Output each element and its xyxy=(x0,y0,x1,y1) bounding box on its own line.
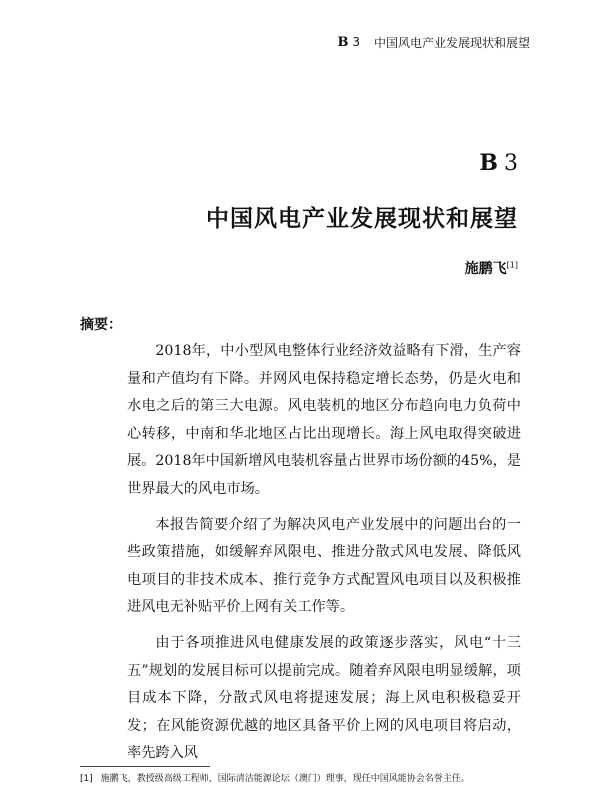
author-name: 施鹏飞 xyxy=(464,261,507,277)
header-chapter-number: 3 xyxy=(352,35,360,49)
author-note-mark[interactable]: [1] xyxy=(506,260,518,270)
abstract-body xyxy=(127,338,521,776)
chapter-number: 3 xyxy=(504,151,518,176)
abstract-label: 摘要： xyxy=(80,317,122,333)
paragraph: 本报告简要介绍了为解决风电产业发展中的问题出台的一些政策措施，如缓解弃风限电、推进分散式风电发展、降低风电项目的非技术成本、推行竞争方式配置风电项目以及积极推进风电无补贴平价上网有关工作等。 xyxy=(127,516,521,616)
footnote-mark: [1] xyxy=(80,774,93,784)
footnote xyxy=(80,771,540,784)
footnote-text: 施鹏飞，教授级高级工程师，国际清洁能源论坛（澳门）理事，现任中国风能协会名誉主任。 xyxy=(100,774,470,784)
publisher-logo: B xyxy=(337,35,349,50)
footnote-divider xyxy=(80,766,210,767)
author xyxy=(465,258,518,278)
header-running-title: 中国风电产业发展现状和展望 xyxy=(373,36,530,50)
paragraph: 2018年，中小型风电整体行业经济效益略有下滑，生产容量和产值均有下降。并网风电保持稳定增长态势，仍是火电和水电之后的第三大电源。风电装机的地区分布趋向电力负荷中心转移，中南和华北地区占比出现增长。海上风电取得突破进展。2018年中国新增风电装机容量占世界市场份额的45%，是世界最大的风电市场。 xyxy=(127,343,521,497)
chapter-heading xyxy=(479,150,518,176)
page-title: 中国风电产业发展现状和展望 xyxy=(206,206,518,232)
running-header xyxy=(338,34,530,51)
header-chapter xyxy=(338,35,360,50)
paragraph: 由于各项推进风电健康发展的政策逐步落实，风电“十三五”规划的发展目标可以提前完成。随着弃风限电明显缓解，项目成本下降，分散式风电将提速发展；海上风电积极稳妥开发；在风能资源优越的地区具备平价上网的风电项目将启动，率先跨入风 xyxy=(127,634,521,762)
chapter-logo: B xyxy=(479,150,498,176)
